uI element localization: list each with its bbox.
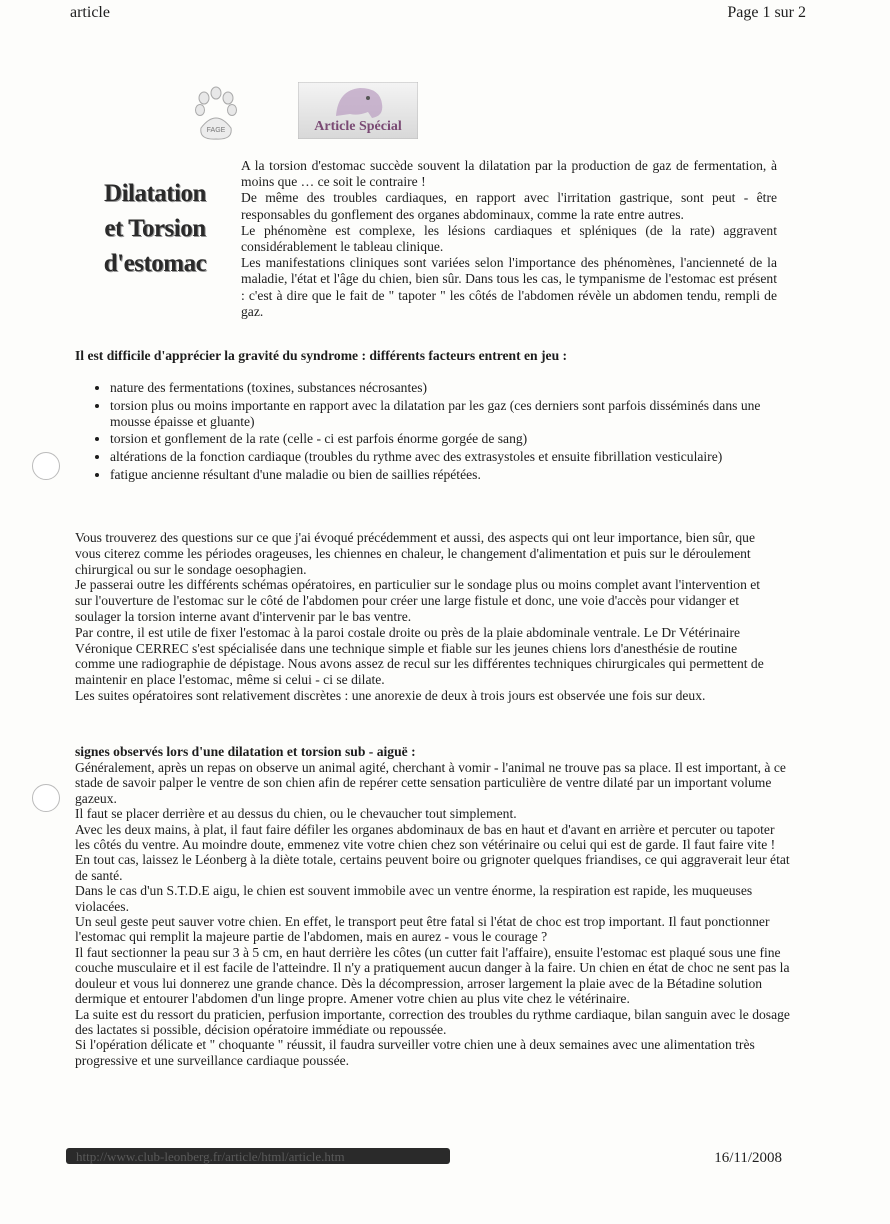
- intro-text: [241, 158, 777, 320]
- title-line: et Torsion: [104, 215, 206, 242]
- body-paragraph: Généralement, après un repas on observe un animal agité, cherchant à vomir - l'animal ne trouve pas sa place. Il est important, à ce stade de savoir palper le ventre de son chien afin de repérer cette sensation particulière de ventre dilaté par un important volume gazeux.: [75, 760, 786, 806]
- svg-text:FAGE: FAGE: [206, 127, 226, 134]
- body-section-1: [75, 530, 765, 704]
- header-left: article: [70, 4, 110, 21]
- body-paragraph: Il faut sectionner la peau sur 3 à 5 cm, en haut derrière les côtes (un cutter fait l'affaire), ensuite l'estomac est plaqué sous une fine couche musculaire et il est facile de l'atteindre. Il n'y a pratiquement aucun danger à la faire. Un chien en état de choc ne sent pas la douleur et vous lui donnerez une grande chance. Dès la décompression, arroser largement la plaie avec de la Bétadine solution dermique et entourer l'abdomen d'un linge propre. Amener votre chien au plus vite chez le vétérinaire.: [75, 944, 790, 1007]
- paw-logo: [191, 84, 241, 142]
- body-paragraph: Dans le cas d'un S.T.D.E aigu, le chien est souvent immobile avec un ventre énorme, la respiration est rapide, les muqueuses violacées.: [75, 883, 753, 914]
- factors-list: [91, 380, 800, 485]
- footer-url-text: http://www.club-leonberg.fr/article/html/article.htm: [76, 1149, 345, 1164]
- section-heading: Il est difficile d'apprécier la gravité du syndrome : différents facteurs entrent en jeu :: [75, 348, 568, 363]
- section-heading: signes observés lors d'une dilatation et torsion sub - aiguë :: [75, 744, 416, 759]
- body-paragraph: Par contre, il est utile de fixer l'estomac à la paroi costale droite ou près de la plaie abdominale ventrale. Le Dr Vétérinaire Véronique CERREC s'est spécialisée dans une technique simple et fiable sur les jeunes chiens lors d'anesthésie de routine comme une radiographie de dépistage. Nous avons assez de recul sur les différentes techniques chirurgicales qui permettent de maintenir en place l'estomac, même si celui - ci se dilate.: [75, 624, 764, 688]
- intro-paragraph: Le phénomène est complexe, les lésions cardiaques et spléniques (de la rate) aggravent considérablement le tableau clinique.: [241, 222, 777, 255]
- body-paragraph: Il faut se placer derrière et au dessus du chien, ou le chevaucher tout simplement.: [75, 806, 517, 822]
- list-item: • fatigue ancienne résultant d'une maladie ou bien de saillies répétées.: [110, 467, 800, 483]
- body-paragraph: Un seul geste peut sauver votre chien. En effet, le transport peut être fatal si l'état de choc est trop important. Il faut ponctionner l'estomac qui remplit la majeure partie de l'abdomen, mais en aurez - vous le courage ?: [75, 914, 770, 945]
- body-section-2: [75, 760, 790, 1068]
- header-page-number: Page 1 sur 2: [727, 4, 806, 21]
- intro-paragraph: A la torsion d'estomac succède souvent la dilatation par la production de gaz de fermentation, à moins que … ce soit le contraire !: [241, 158, 777, 190]
- list-item: • nature des fermentations (toxines, substances nécrosantes): [110, 380, 800, 396]
- punch-hole: [32, 784, 60, 812]
- body-paragraph: Vous trouverez des questions sur ce que j'ai évoqué précédemment et aussi, des aspects qui ont leur importance, bien sûr, que vous citerez comme les périodes orageuses, les chiennes en chaleur, le changement d'alimentation et puis sur le déroulement chirurgical ou sur le sondage oesophagien.: [75, 530, 756, 577]
- intro-paragraph: De même des troubles cardiaques, en rapport avec l'irritation gastrique, sont peut - être responsables du gonflement des organes abdominaux, comme la rate entre autres.: [241, 190, 777, 222]
- title-line: Dilatation: [104, 180, 206, 207]
- article-special-label: Article Spécial: [314, 119, 402, 134]
- body-paragraph: Je passerai outre les différents schémas opératoires, en particulier sur le sondage plus ou moins complet avant l'intervention et sur l'ouverture de l'estomac sur le côté de l'abdomen pour créer une large fistule et donc, une voie d'accès pour vidanger et soulager la torsion interne avant d'intervenir par le bas ventre.: [75, 577, 761, 624]
- body-paragraph: Les suites opératoires sont relativement discrètes : une anorexie de deux à trois jours est observée une fois sur deux.: [75, 687, 706, 703]
- intro-paragraph: Les manifestations cliniques sont variées selon l'importance des phénomènes, l'ancienneté de la maladie, l'état et l'âge du chien, bien sûr. Dans tous les cas, le tympanisme de l'estomac est présent : c'est à dire que le fait de " tapoter " les côtés de l'abdomen révèle un abdomen tendu, rempli de gaz.: [241, 255, 777, 319]
- footer-date: 16/11/2008: [714, 1150, 782, 1166]
- title-image: [86, 176, 224, 296]
- list-item: • torsion plus ou moins importante en rapport avec la dilatation par les gaz (ces derniers sont parfois disséminés dans une mousse épaisse et gluante): [110, 398, 800, 430]
- list-item: • altérations de la fonction cardiaque (troubles du rythme avec des extrasystoles et ensuite fibrillation vesticulaire): [110, 449, 800, 465]
- body-paragraph: En tout cas, laissez le Léonberg à la diète totale, certains peuvent boire ou grignoter quelques friandises, ce qui aggraverait leur état de santé.: [75, 852, 790, 883]
- body-paragraph: Si l'opération délicate et " choquante " réussit, il faudra surveiller votre chien une à deux semaines avec une alimentation très progressive et une surveillance cardiaque poussée.: [75, 1037, 755, 1068]
- punch-hole: [32, 452, 60, 480]
- footer-url: [66, 1148, 450, 1164]
- article-special-badge: [298, 82, 418, 139]
- list-item: • torsion et gonflement de la rate (celle - ci est parfois énorme gorgée de sang): [110, 431, 800, 447]
- title-line: d'estomac: [103, 250, 207, 277]
- body-paragraph: La suite est du ressort du praticien, perfusion importante, correction des troubles du rythme cardiaque, bilan sanguin avec le dosage des lactates si possible, décision opératoire immédiate ou repoussée.: [75, 1006, 790, 1037]
- body-paragraph: Avec les deux mains, à plat, il faut faire défiler les organes abdominaux de bas en haut et d'avant en arrière et percuter ou tapoter les côtés du ventre. Au moindre doute, emmenez vite votre chien chez son vétérinaire ou celui qui est de garde. Il faut faire vite !: [75, 821, 776, 853]
